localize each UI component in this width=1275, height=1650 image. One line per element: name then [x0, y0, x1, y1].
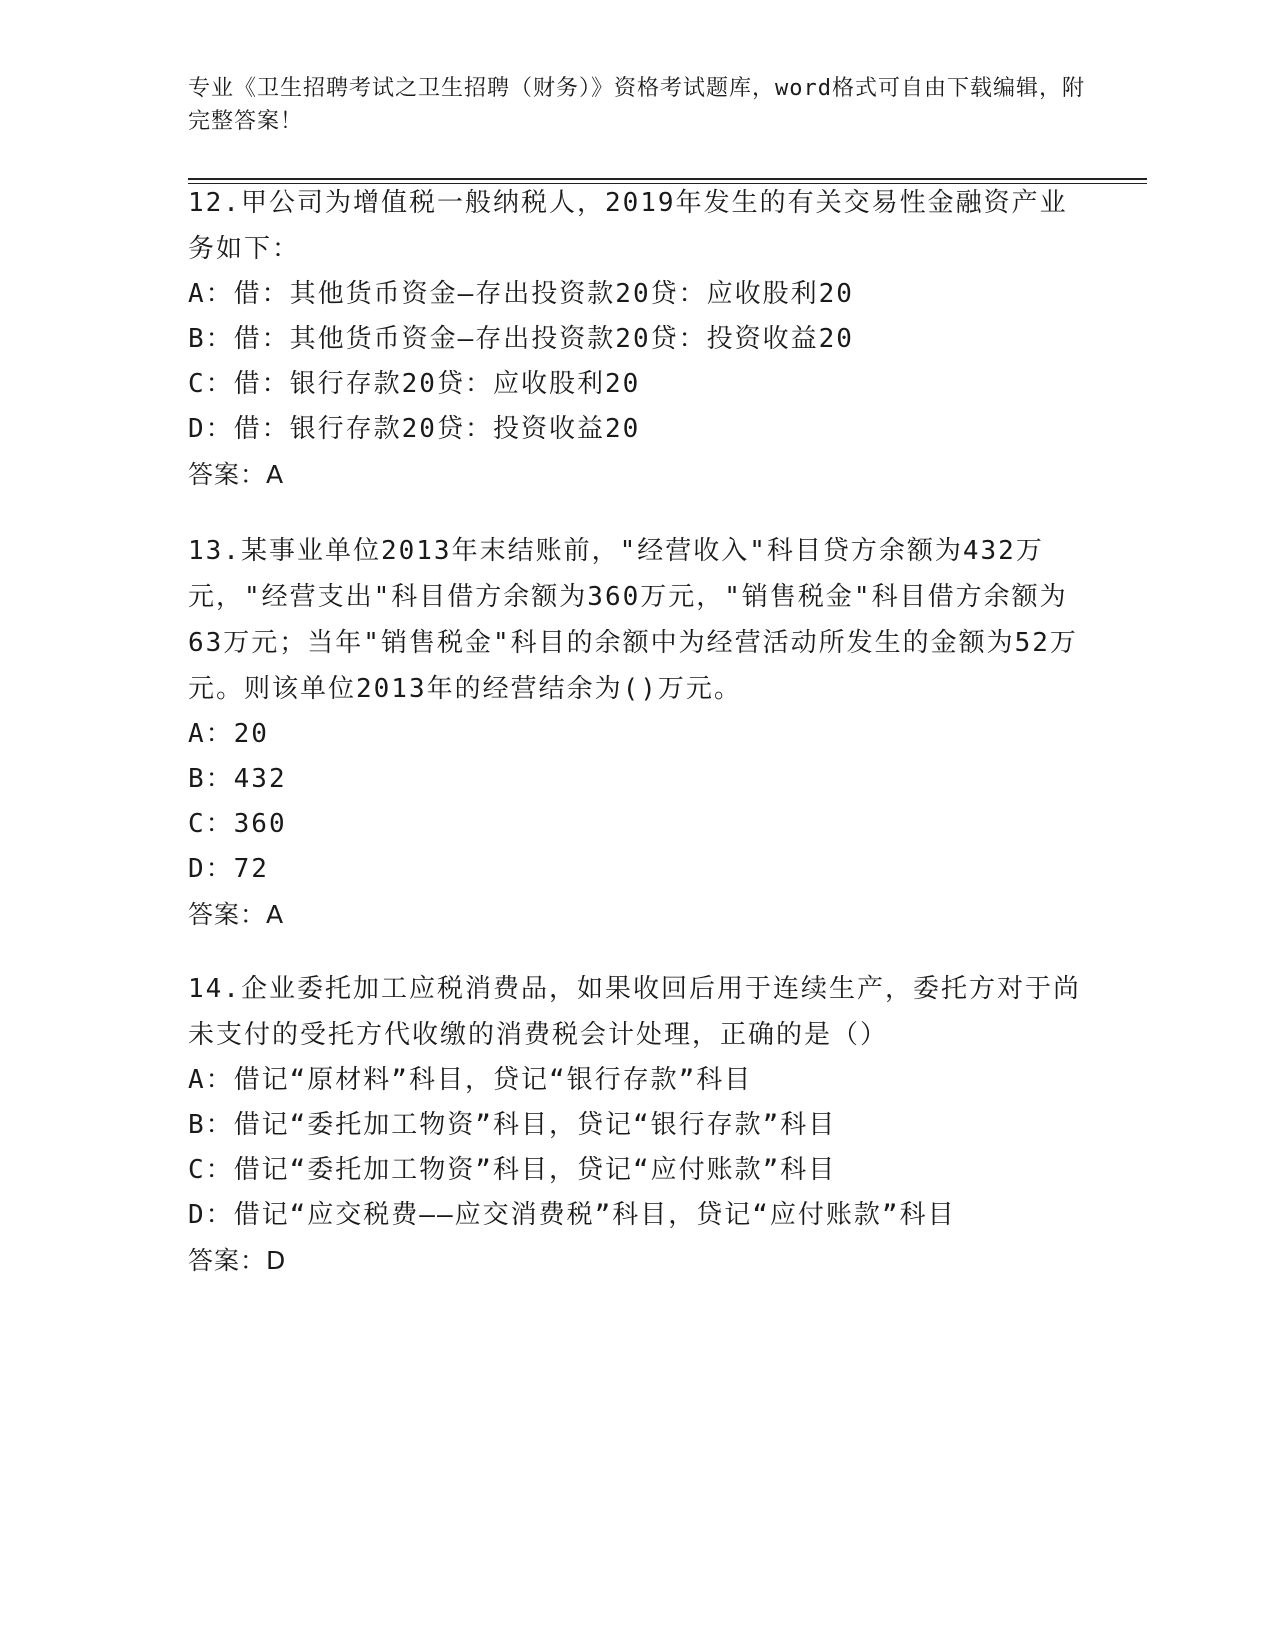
answer-line: 答案：A: [188, 460, 285, 489]
document-header: [188, 72, 1088, 138]
option-c: C：借记“委托加工物资”科目，贷记“应付账款”科目: [188, 1155, 837, 1185]
question-13: [188, 528, 1088, 937]
option-d: D：借：银行存款20贷：投资收益20: [188, 414, 641, 444]
option-c: C：360: [188, 809, 287, 839]
option-b: B：借：其他货币资金—存出投资款20贷：投资收益20: [188, 324, 854, 354]
question-stem: 13.某事业单位2013年末结账前，"经营收入"科目贷方余额为432万元，"经营支出"科目借方余额为360万元，"销售税金"科目借方余额为63万元；当年"销售税金"科目的余额中为经营活动所发生的金额为52万元。则该单位2013年的经营结余为()万元。: [188, 536, 1078, 704]
option-d: D：72: [188, 854, 269, 884]
option-a: A：20: [188, 719, 269, 749]
option-c: C：借：银行存款20贷：应收股利20: [188, 369, 641, 399]
answer-line: 答案：D: [188, 1246, 287, 1275]
question-stem: 14.企业委托加工应税消费品，如果收回后用于连续生产，委托方对于尚未支付的受托方代收缴的消费税会计处理，正确的是（）: [188, 974, 1081, 1050]
option-a: A：借记“原材料”科目，贷记“银行存款”科目: [188, 1065, 753, 1095]
answer-line: 答案：A: [188, 900, 285, 929]
header-intro-text: 专业《卫生招聘考试之卫生招聘（财务）》资格考试题库，word格式可自由下载编辑，附完整答案！: [188, 76, 1085, 134]
option-d: D：借记“应交税费——应交消费税”科目，贷记“应付账款”科目: [188, 1200, 956, 1230]
option-b: B：432: [188, 764, 287, 794]
option-b: B：借记“委托加工物资”科目，贷记“银行存款”科目: [188, 1110, 837, 1140]
question-14: [188, 966, 1088, 1283]
question-12: [188, 180, 1088, 497]
option-a: A：借：其他货币资金—存出投资款20贷：应收股利20: [188, 279, 854, 309]
question-stem: 12.甲公司为增值税一般纳税人，2019年发生的有关交易性金融资产业务如下：: [188, 188, 1068, 264]
